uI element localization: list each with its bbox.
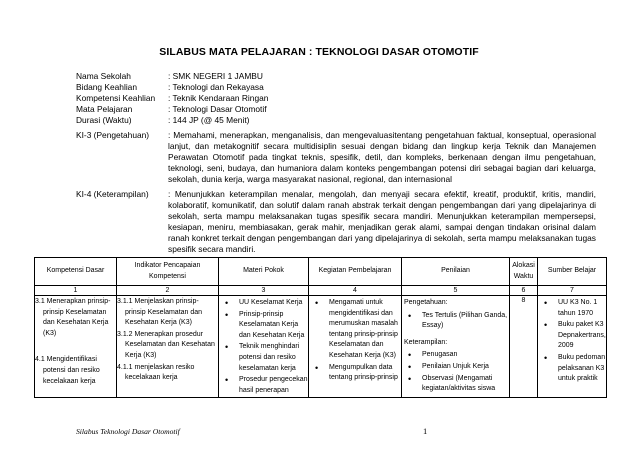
list-item: • Prosedur pengecekan hasil penerapan	[233, 375, 308, 396]
kd-item: 3.1 Menerapkan prinsip-prinsip Keselamatan dan Kesehatan Kerja (K3)	[35, 298, 111, 337]
table-header-row	[35, 258, 607, 286]
materi-cell	[219, 296, 309, 398]
keterampilan-label: Keterampilan:	[404, 338, 448, 346]
header-ipk: Indikator Pencapaian Kompetensi	[117, 258, 219, 286]
header-materi: Materi Pokok	[219, 258, 309, 286]
info-row-ki4	[76, 189, 596, 255]
pengetahuan-label: Pengetahuan:	[404, 299, 448, 306]
info-row-subject	[76, 104, 596, 115]
column-number: 3	[219, 286, 309, 296]
syllabus-table-area	[0, 257, 638, 425]
column-number: 4	[309, 286, 402, 296]
footer-text: Silabus Teknologi Dasar Otomotif	[76, 427, 180, 436]
list-item: • Penugasan	[416, 350, 509, 361]
info-value: : Teknologi Dasar Otomotif	[168, 104, 267, 114]
alokasi-cell	[510, 296, 538, 398]
materi-list	[219, 298, 308, 396]
info-value: : Teknik Kendaraan Ringan	[168, 93, 269, 103]
list-item: • Mengumpulkan data tentang prinsip-prinsip	[323, 363, 401, 384]
page-number: 1	[423, 426, 428, 436]
info-value: : Teknologi dan Rekayasa	[168, 82, 264, 92]
pengetahuan-list	[402, 311, 509, 332]
column-number: 7	[538, 286, 607, 296]
info-label: KI-3 (Pengetahuan)	[76, 130, 150, 140]
list-item: • Mengamati untuk mengidentifikasi dan merumuskan masalah tentang prinsip-prinsip Keselamatan dan Kesehatan Kerja (K3)	[323, 298, 401, 362]
info-block	[76, 71, 596, 255]
column-number: 5	[402, 286, 510, 296]
ipk-item: 3.1.2 Menerapkan prosedur Keselamatan dan Kesehatan Kerja (K3)	[117, 330, 215, 359]
info-row-ki3	[76, 130, 596, 185]
syllabus-table	[34, 257, 607, 398]
header-penilaian: Penilaian	[402, 258, 510, 286]
list-item: • Prinsip-prinsip Keselamatan Kerja dan Kesehatan Kerja	[233, 310, 308, 342]
kd-item: 4.1 Mengidentifikasi potensi dan resiko kecelakaan kerja	[35, 356, 100, 385]
info-row-competency	[76, 93, 596, 104]
header-kd: Kompetensi Dasar	[35, 258, 117, 286]
info-row-field	[76, 82, 596, 93]
column-number: 2	[117, 286, 219, 296]
alokasi-value: 8	[521, 297, 526, 304]
table-number-row	[35, 286, 607, 296]
kd-cell	[35, 296, 117, 398]
info-label: Kompetensi Keahlian	[76, 93, 156, 103]
table-row	[35, 296, 607, 398]
ipk-item: 3.1.1 Menjelaskan prinsip-prinsip Keselamatan dan Kesehatan Kerja (K3)	[117, 298, 203, 327]
info-value: : Menunjukkan keterampilan menalar, mengolah, dan menyaji secara efektif, kreatif, produktif, kritis, mandiri, kolaboratif, komunikatif, dan solutif dalam ranah abstrak terkait dengan pengembangan dari yang dipelajarinya di sekolah, serta mampu melaksanakan tugas spesifik secara mandiri. Menunjukkan keterampilan mempersepsi, kesiapan, meniru, membiasakan, gerak mahir, menjadikan gerak alami, sampai dengan tindakan orisinal dalam ranah konkret terkait dengan pengembangan dari yang dipelajarinya di sekolah, serta mampu melaksanakan tugas spesifik secara mandiri.	[168, 189, 596, 254]
info-label: KI-4 (Keterampilan)	[76, 189, 149, 199]
info-label: Mata Pelajaran	[76, 104, 133, 114]
keterampilan-list	[402, 350, 509, 394]
list-item: • Penilaian Unjuk Kerja	[416, 362, 509, 373]
info-label: Bidang Keahlian	[76, 82, 138, 92]
sumber-list	[538, 298, 606, 385]
kegiatan-list	[309, 298, 401, 384]
ipk-cell	[117, 296, 219, 398]
list-item: • Observasi (Mengamati kegiatan/aktivitas siswa	[416, 374, 509, 395]
list-item: • Buku pedoman pelaksanan K3 untuk praktik	[552, 353, 606, 385]
ipk-item: 4.1.1 menjelaskan resiko kecelakaan kerja	[117, 363, 195, 382]
info-value: : SMK NEGERI 1 JAMBU	[168, 71, 263, 81]
list-item: • Buku paket K3 Depnakertrans, 2009	[552, 320, 606, 352]
info-row-duration	[76, 115, 596, 126]
info-label: Durasi (Waktu)	[76, 115, 132, 125]
header-alokasi: Alokasi Waktu	[510, 258, 538, 286]
list-item: • Tes Tertulis (Pilihan Ganda, Essay)	[416, 311, 509, 332]
header-kegiatan: Kegiatan Pembelajaran	[309, 258, 402, 286]
info-row-school	[76, 71, 596, 82]
list-item: • UU K3 No. 1 tahun 1970	[552, 298, 606, 319]
list-item: • Teknik menghindari potensi dan resiko keselamatan kerja	[233, 342, 308, 374]
column-number: 1	[35, 286, 117, 296]
info-label: Nama Sekolah	[76, 71, 131, 81]
kegiatan-cell	[309, 296, 402, 398]
document-title: SILABUS MATA PELAJARAN : TEKNOLOGI DASAR OTOMOTIF	[159, 46, 479, 58]
info-value: : 144 JP (@ 45 Menit)	[168, 115, 250, 125]
list-item: • UU Keselamat Kerja	[233, 298, 308, 309]
info-value: : Memahami, menerapkan, menganalisis, dan mengevaluasitentang pengetahuan faktual, konseptual, operasional lanjut, dan metakognitif secara multidisiplin sesuai dengan bidang dan lingkup kerja Teknik dan Manajemen Perawatan Otomotif pada tingkat teknis, spesifik, detil, dan kompleks, berkenaan dengan ilmu pengetahuan, teknologi, seni, budaya, dan humaniora dalam konteks pengembangan potensi diri sebagai bagian dari keluarga, sekolah, dunia kerja, warga masyarakat nasional, regional, dan internasional	[168, 130, 596, 184]
sumber-cell	[538, 296, 607, 398]
column-number: 6	[510, 286, 538, 296]
header-sumber: Sumber Belajar	[538, 258, 607, 286]
penilaian-cell	[402, 296, 510, 398]
